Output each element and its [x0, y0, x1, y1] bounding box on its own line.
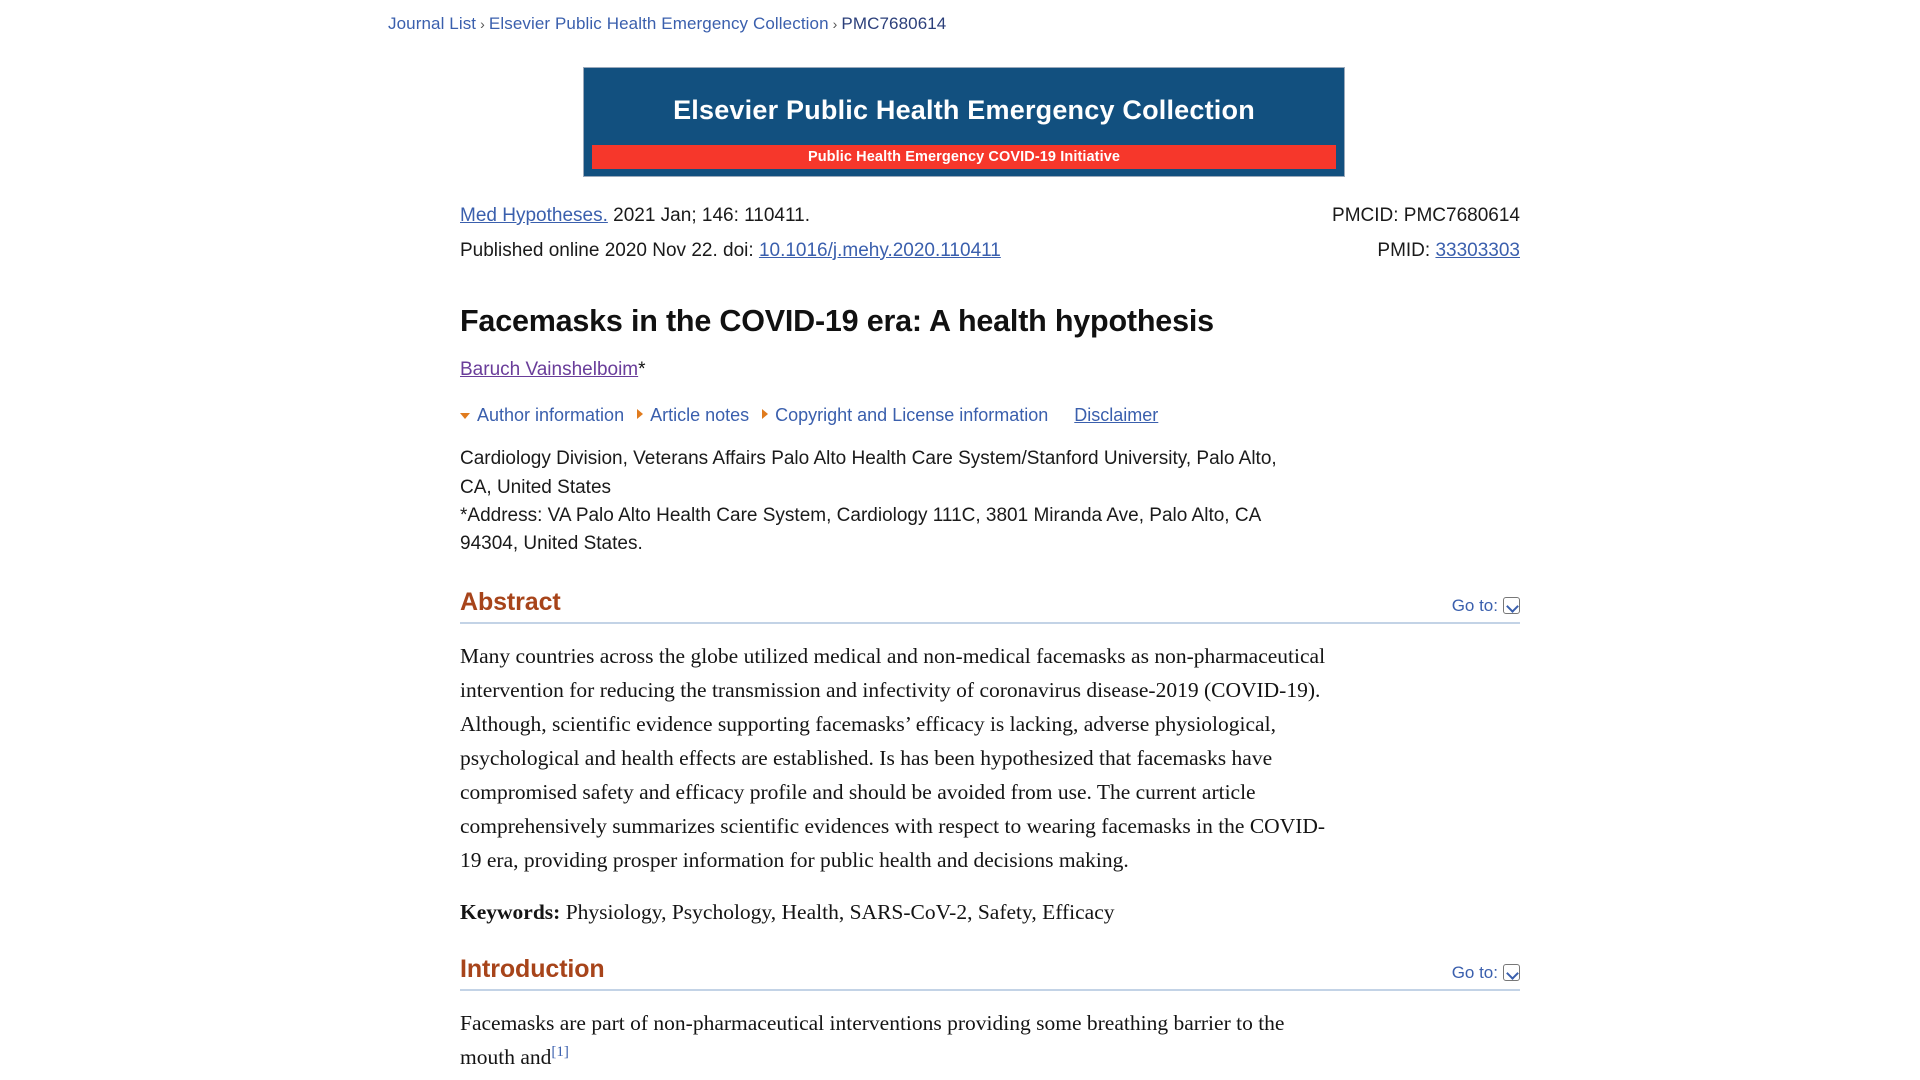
introduction-section-header: [460, 955, 1520, 991]
goto-label-introduction: Go to:: [1451, 962, 1498, 982]
pmid-line: [1377, 240, 1520, 262]
published-line: [460, 240, 1001, 262]
author-affiliation: [460, 445, 1305, 557]
keywords-values: Physiology, Psychology, Health, SARS-CoV-2, Safety, Efficacy: [560, 899, 1115, 924]
chevron-down-icon-introduction[interactable]: [1503, 964, 1520, 981]
author-marker: *: [638, 359, 646, 381]
article-meta-links: [460, 405, 1520, 426]
breadcrumb-item-collection[interactable]: Elsevier Public Health Emergency Collection: [488, 14, 829, 33]
pmid-label: PMID:: [1377, 240, 1436, 261]
introduction-text: [460, 1007, 1340, 1075]
author-line: [460, 359, 1520, 381]
breadcrumb-separator-1: ›: [480, 16, 485, 32]
triangle-right-icon-article-notes: [637, 409, 643, 419]
copyright-license-toggle[interactable]: Copyright and License information: [775, 405, 1049, 426]
breadcrumb-separator-2: ›: [832, 16, 838, 32]
affiliation-text: Cardiology Division, Veterans Affairs Palo Alto Health Care System/Stanford University, Palo Alto, CA, United States: [460, 448, 1277, 498]
pmcid-label: PMCID: PMC7680614: [1332, 205, 1520, 226]
author-information-toggle[interactable]: Author information: [477, 405, 625, 426]
breadcrumb-item-current: PMC7680614: [841, 14, 947, 33]
citation-row-1: [460, 205, 1520, 240]
banner-strip: [592, 145, 1336, 169]
banner-title: Elsevier Public Health Emergency Collection: [673, 95, 1255, 125]
triangle-right-icon-copyright: [762, 409, 768, 419]
goto-control-introduction[interactable]: [1452, 963, 1520, 983]
banner-strip-label: Public Health Emergency COVID-19 Initiative: [807, 149, 1121, 165]
keywords-label: Keywords:: [460, 899, 561, 924]
abstract-text: Many countries across the globe utilized medical and non-medical facemasks as non-pharmaceutical intervention for reducing the transmission and infectivity of coronavirus disease-2019 (COVID-19). Although, scientific evidence supporting facemasks’ efficacy is lacking, adverse physiological, psychological and health effects are established. Is has been hypothesized that facemasks have compromised safety and efficacy profile and should be avoided from use. The current article comprehensively summarizes scientific evidences with respect to wearing facemasks in the COVID-19 era, providing prosper information for public health and decisions making.: [460, 643, 1326, 872]
journal-link[interactable]: Med Hypotheses.: [460, 205, 608, 226]
chevron-down-icon[interactable]: [1503, 597, 1520, 614]
collection-banner: [583, 67, 1345, 177]
introduction-heading: Introduction: [460, 954, 605, 983]
disclaimer-link[interactable]: Disclaimer: [1074, 405, 1159, 426]
citation-reference-link[interactable]: [1]: [551, 1043, 569, 1060]
correspondence-address: *Address: VA Palo Alto Health Care System, Cardiology 111C, 3801 Miranda Ave, Palo Alto, CA 94304, United States.: [460, 504, 1261, 554]
citation-issue: 2021 Jan; 146: 110411.: [607, 205, 810, 226]
author-link[interactable]: Baruch Vainshelboim: [460, 359, 639, 381]
article-content: [460, 205, 1520, 1080]
citation-journal-line: [460, 205, 810, 227]
breadcrumb: [388, 14, 946, 34]
abstract-section-header: [460, 588, 1520, 624]
breadcrumb-item-journal-list[interactable]: Journal List: [388, 14, 477, 33]
page-title: Facemasks in the COVID-19 era: A health hypothesis: [460, 304, 1214, 338]
goto-label: Go to:: [1451, 595, 1498, 615]
abstract-heading: Abstract: [460, 587, 561, 616]
introduction-paragraph: Facemasks are part of non-pharmaceutical interventions providing some breathing barrier to the mouth and: [460, 1010, 1285, 1069]
article-notes-toggle[interactable]: Article notes: [650, 405, 750, 426]
keywords-line: [460, 900, 1520, 925]
published-prefix: Published online 2020 Nov 22. doi:: [460, 240, 759, 261]
doi-link[interactable]: 10.1016/j.mehy.2020.110411: [758, 240, 1001, 261]
pmid-link[interactable]: 33303303: [1435, 240, 1520, 261]
citation-row-2: [460, 240, 1520, 275]
goto-control-abstract[interactable]: [1452, 596, 1520, 616]
triangle-down-icon: [460, 413, 470, 419]
